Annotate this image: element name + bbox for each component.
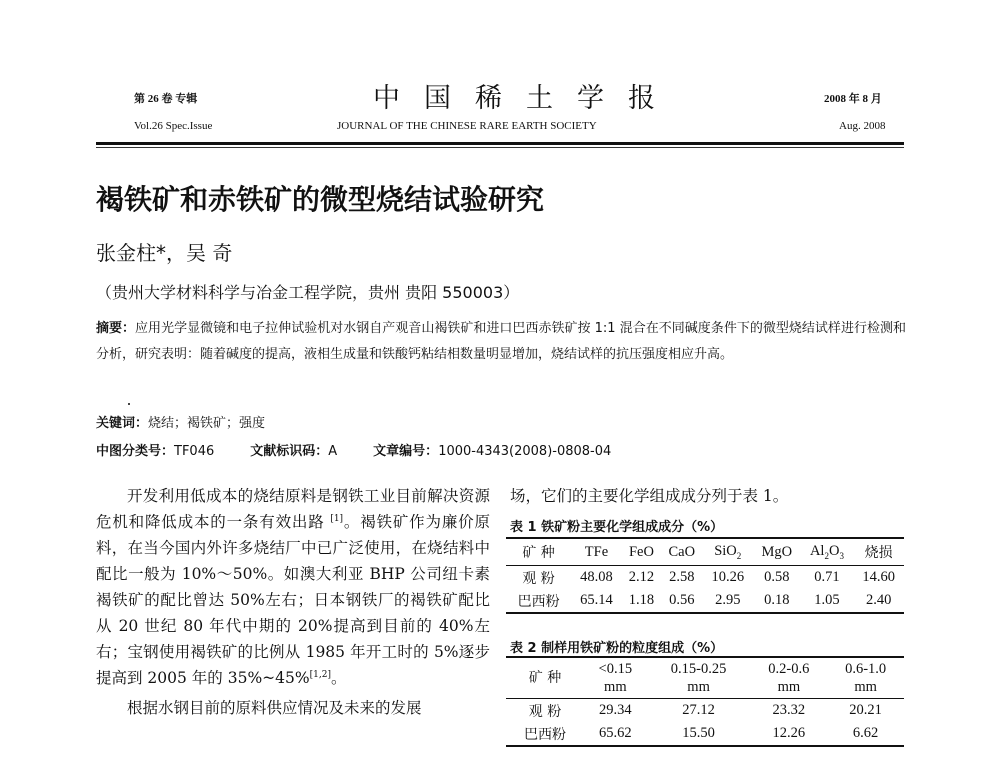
table2-header bbox=[584, 657, 647, 699]
table1-caption: 表 1 铁矿粉主要化学组成成分（%） bbox=[510, 520, 724, 535]
doc-code-label: 文献标识码： bbox=[250, 444, 329, 459]
table-cell: 6.62 bbox=[852, 725, 879, 741]
table1-header-al2o3: $Al_2O_3$ bbox=[801, 538, 854, 566]
table1-header: FeO bbox=[622, 538, 661, 566]
table2-header-range: 0.15-0.25 bbox=[670, 661, 727, 677]
table1-container bbox=[506, 537, 904, 614]
authors: 张金柱*，吴 奇 bbox=[96, 241, 233, 265]
table1-header: 矿 种 bbox=[506, 538, 571, 566]
table-cell: 12.26 bbox=[772, 725, 806, 741]
abstract-text: 应用光学显微镜和电子拉伸试验机对水钢自产观音山褐铁矿和进口巴西赤铁矿按 1:1 混合在不同碱度条件下的微型烧结试样进行检测和分析，研究表明：随着碱度的提高，液相生成量和铁酸钙粘结相数量明显增加，烧结试样的抗压强度相应升高。 bbox=[96, 321, 906, 362]
table1-header: TFe bbox=[571, 538, 622, 566]
header-rule-thick bbox=[96, 142, 904, 145]
abstract-label: 摘要： bbox=[96, 321, 136, 336]
table2-header-unit: mm bbox=[687, 679, 710, 695]
table2-container bbox=[506, 656, 904, 747]
table2-header-unit: mm bbox=[604, 679, 627, 695]
table-row bbox=[506, 699, 904, 723]
body-left-column bbox=[96, 483, 490, 721]
table-cell: 2.95 bbox=[715, 592, 741, 608]
para1-text-b: 。褐铁矿作为廉价原料，在当今国内外许多烧结厂中已广泛使用，在烧结料中配比一般为 10%～50%。如澳大利亚 BHP 公司纽卡素褐铁矿的配比曾达 50%左右；日本钢铁厂的褐铁矿配比从 20 世纪 80 年代中期的 20%提高到目前的 40%左右；宝钢使用褐铁矿的比例从 1985 年开工时的 5%逐步提高到 2005 年的 35%~45% bbox=[96, 513, 490, 687]
table1-header: 烧损 bbox=[853, 538, 904, 566]
table2-caption: 表 2 制样用铁矿粉的粒度组成（%） bbox=[510, 641, 724, 656]
keywords-text: 烧结；褐铁矿；强度 bbox=[148, 416, 266, 431]
table-cell: 10.26 bbox=[711, 569, 745, 585]
article-no-value: 1000-4343(2008)-0808-04 bbox=[438, 444, 612, 459]
table-cell: 65.62 bbox=[599, 725, 632, 741]
volume-en: Vol.26 Spec.Issue bbox=[134, 120, 213, 132]
keywords-label: 关键词： bbox=[96, 416, 149, 431]
table-cell: 2.58 bbox=[669, 569, 695, 585]
table-cell: 1.05 bbox=[814, 592, 840, 608]
date-cn: 2008 年 8 月 bbox=[824, 93, 882, 105]
doc-code-value: A bbox=[328, 444, 338, 459]
clc-label: 中图分类号： bbox=[96, 444, 175, 459]
table2 bbox=[506, 656, 904, 747]
table-cell: 15.50 bbox=[682, 725, 715, 741]
table-cell: 27.12 bbox=[682, 702, 715, 718]
right-column-lead: 场，它们的主要化学组成成分列于表 1。 bbox=[510, 487, 789, 505]
citation-1-2[interactable]: [1,2] bbox=[309, 670, 331, 680]
table1-header: MgO bbox=[753, 538, 801, 566]
paragraph-1 bbox=[96, 483, 490, 691]
abstract bbox=[96, 316, 906, 368]
para1-text-c: 。 bbox=[330, 669, 347, 687]
table-cell: 14.60 bbox=[862, 569, 895, 585]
table2-header-range: 0.6-1.0 bbox=[845, 661, 887, 677]
table2-header-range: 0.2-0.6 bbox=[768, 661, 810, 677]
table2-header-unit: mm bbox=[777, 679, 801, 695]
article-title: 褐铁矿和赤铁矿的微型烧结试验研究 bbox=[96, 183, 545, 216]
table-cell: 29.34 bbox=[599, 702, 632, 718]
clc-value: TF046 bbox=[174, 444, 215, 459]
table1 bbox=[506, 537, 904, 614]
table-cell: 0.18 bbox=[764, 592, 790, 608]
classification-line bbox=[96, 440, 611, 459]
table-cell: 观 粉 bbox=[528, 703, 562, 720]
table2-header bbox=[750, 657, 827, 699]
table-cell: 65.14 bbox=[580, 592, 613, 608]
date-en: Aug. 2008 bbox=[839, 120, 886, 132]
table-cell: 巴西粉 bbox=[517, 593, 560, 610]
table-cell: 48.08 bbox=[580, 569, 613, 585]
table-row bbox=[506, 566, 904, 590]
table1-header-sio2: SiO$_2$ bbox=[702, 538, 753, 566]
table2-header bbox=[647, 657, 751, 699]
table2-header-range: <0.15 bbox=[598, 661, 633, 677]
keywords bbox=[96, 412, 265, 431]
table-cell: 观 粉 bbox=[522, 570, 555, 587]
affiliation: （贵州大学材料科学与冶金工程学院，贵州 贵阳 550003） bbox=[96, 283, 520, 302]
table-cell: 20.21 bbox=[849, 702, 882, 718]
table-cell: 1.18 bbox=[628, 592, 655, 608]
table-cell: 0.58 bbox=[764, 569, 790, 585]
table-row bbox=[506, 722, 904, 746]
article-no-label: 文章编号： bbox=[373, 444, 439, 459]
table2-header-unit: mm bbox=[854, 679, 877, 695]
citation-1[interactable]: [1] bbox=[330, 514, 344, 524]
table1-header-row bbox=[506, 538, 904, 566]
table2-header: 矿 种 bbox=[506, 657, 584, 699]
table2-header bbox=[827, 657, 904, 699]
table-row bbox=[506, 589, 904, 613]
table-cell: 巴西粉 bbox=[524, 726, 566, 743]
paragraph-2: 根据水钢目前的原料供应情况及未来的发展 bbox=[127, 699, 422, 717]
table-cell: 0.56 bbox=[669, 592, 695, 608]
volume-cn: 第 26 卷 专辑 bbox=[134, 93, 198, 105]
table1-header: CaO bbox=[661, 538, 702, 566]
table2-header-row bbox=[506, 657, 904, 699]
speck bbox=[128, 403, 130, 405]
table-cell: 2.40 bbox=[865, 592, 892, 608]
table-cell: 2.12 bbox=[628, 569, 655, 585]
header-rule-thin bbox=[96, 147, 904, 148]
para1-text-a: 开发利用低成本的烧结原料是钢铁工业目前解决资源危机和降低成本的一条有效出路 bbox=[96, 487, 490, 531]
table-cell: 23.32 bbox=[772, 702, 806, 718]
journal-title-en: JOURNAL OF THE CHINESE RARE EARTH SOCIETY bbox=[337, 120, 597, 132]
journal-title-cn: 中国稀土学报 bbox=[373, 83, 679, 114]
table-cell: 0.71 bbox=[814, 569, 840, 585]
